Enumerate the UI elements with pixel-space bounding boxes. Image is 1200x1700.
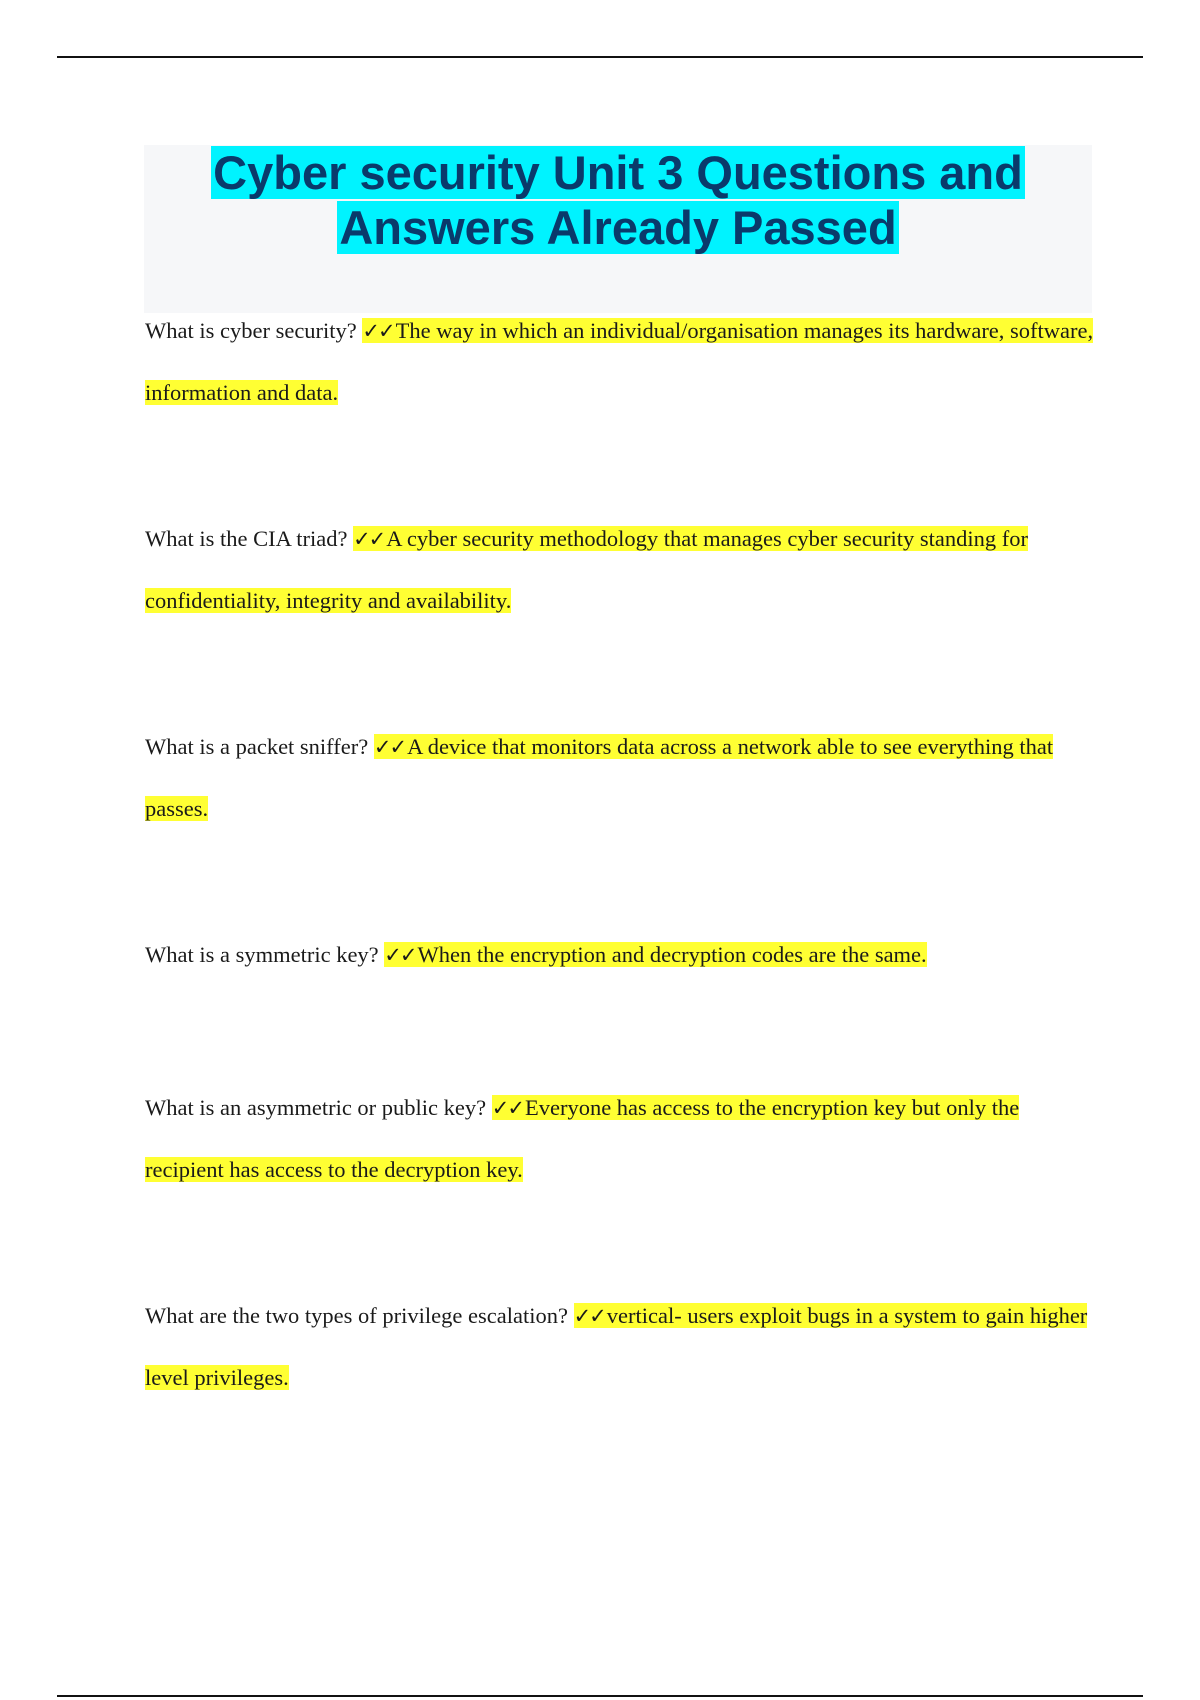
qa-item-4 [145,924,1100,986]
footer-rule [57,1695,1143,1697]
question-text: What are the two types of privilege escalation? [145,1303,568,1328]
answer-text: When the encryption and decryption codes are the same. [417,942,927,967]
qa-item-5 [145,1077,1100,1200]
document-title [144,145,1092,255]
answer-highlight [384,942,926,967]
answer-text: A cyber security methodology that manages cyber security standing for confidentiality, integrity and availability. [145,526,1028,613]
question-text: What is a packet sniffer? [145,734,369,759]
qa-item-3 [145,716,1100,839]
header-rule [57,56,1143,58]
question-text: What is a symmetric key? [145,942,379,967]
double-check-icon: ✓✓ [573,1304,605,1328]
answer-text: The way in which an individual/organisation manages its hardware, software, information and data. [145,318,1094,405]
double-check-icon: ✓✓ [384,943,416,967]
qa-item-6 [145,1285,1100,1408]
title-block [144,145,1092,313]
double-check-icon: ✓✓ [362,319,394,343]
answer-text: A device that monitors data across a network able to see everything that passes. [145,734,1054,821]
title-line-2: Answers Already Passed [339,201,897,254]
double-check-icon: ✓✓ [353,527,385,551]
answer-text: vertical- users exploit bugs in a system to gain higher level privileges. [145,1303,1088,1390]
answer-text: Everyone has access to the encryption key but only the recipient has access to the decryption key. [145,1095,1020,1182]
double-check-icon: ✓✓ [373,735,406,759]
title-line-1: Cyber security Unit 3 Questions and [213,146,1023,199]
question-text: What is cyber security? [145,318,357,343]
qa-item-2 [145,508,1100,631]
qa-item-1 [145,300,1100,423]
double-check-icon: ✓✓ [491,1096,523,1120]
question-text: What is the CIA triad? [145,526,348,551]
question-text: What is an asymmetric or public key? [145,1095,487,1120]
